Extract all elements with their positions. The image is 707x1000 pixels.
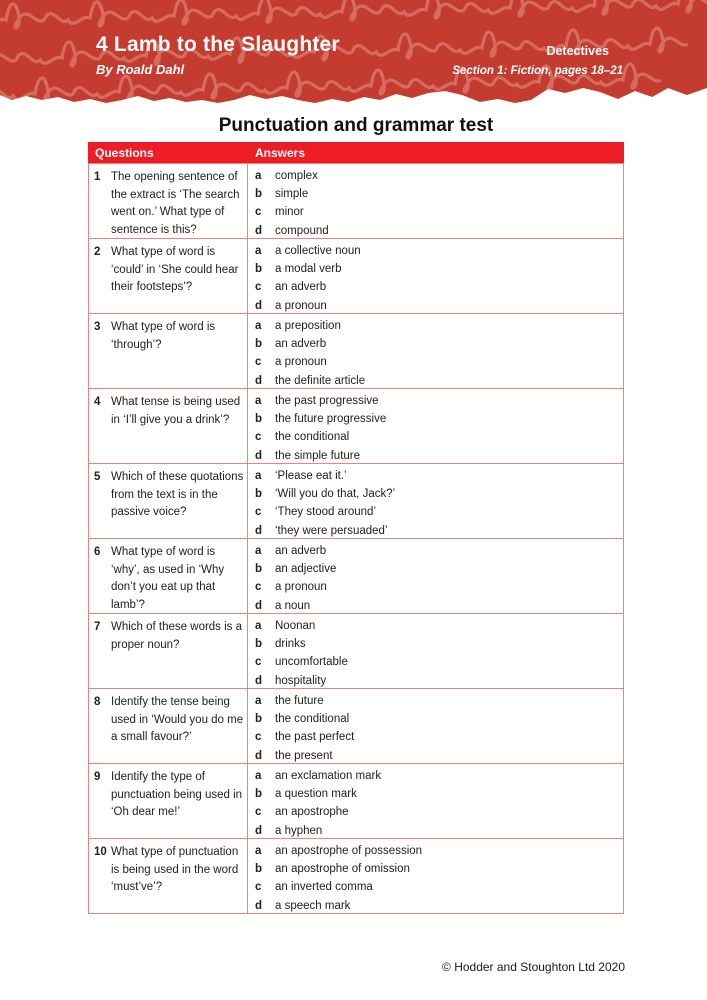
answer-item <box>255 897 623 913</box>
answer-item <box>255 692 623 710</box>
quiz-table <box>88 142 624 914</box>
answer-letter: a <box>255 695 262 707</box>
answer-text: Noonan <box>275 620 316 632</box>
header-banner <box>0 0 707 110</box>
answer-letter: d <box>255 299 263 312</box>
answers-cell <box>248 464 623 538</box>
table-row <box>89 838 623 913</box>
question-text: What type of word is ‘through’? <box>111 321 216 351</box>
question-number: 9 <box>94 771 101 783</box>
answer-letter: a <box>255 395 262 407</box>
answer-item <box>255 317 623 335</box>
answer-letter: c <box>255 356 262 369</box>
answer-item <box>255 728 623 746</box>
answer-text: the conditional <box>275 431 350 444</box>
question-number: 10 <box>94 846 107 858</box>
answer-text: an adverb <box>275 545 327 557</box>
answer-letter: c <box>255 206 262 219</box>
question-cell <box>89 539 248 613</box>
question-text: What tense is being used in ‘I’ll give you a drink’? <box>111 396 241 426</box>
answer-item <box>255 672 623 688</box>
table-row <box>89 163 623 238</box>
answer-item <box>255 335 623 353</box>
answer-item <box>255 372 623 388</box>
answers-cell <box>248 539 623 613</box>
question-number: 3 <box>94 321 101 333</box>
answers-cell <box>248 764 623 838</box>
question-number: 5 <box>94 471 101 483</box>
answer-letter: c <box>255 731 262 744</box>
answer-item <box>255 842 623 860</box>
question-cell <box>89 314 248 388</box>
answer-item <box>255 485 623 503</box>
answer-item <box>255 560 623 578</box>
answer-text: complex <box>275 170 318 182</box>
answer-item <box>255 767 623 785</box>
answer-item <box>255 785 623 803</box>
answer-item <box>255 635 623 653</box>
answer-letter: d <box>255 824 263 837</box>
answer-item <box>255 710 623 728</box>
column-header-answers: Answers <box>255 145 306 160</box>
question-text: The opening sentence of the extract is ‘The search went on.’ What type of sentence is this? <box>111 171 240 236</box>
answer-item <box>255 747 623 763</box>
answer-text: ‘Will you do that, Jack?’ <box>275 488 396 501</box>
answers-cell <box>248 614 623 688</box>
answer-text: the future <box>275 695 324 707</box>
answer-text: a modal verb <box>275 263 342 276</box>
answer-item <box>255 428 623 446</box>
answers-cell <box>248 164 623 238</box>
answer-letter: b <box>255 638 263 651</box>
answer-text: an apostrophe <box>275 806 349 819</box>
answer-item <box>255 860 623 878</box>
answer-letter: d <box>255 674 263 687</box>
answer-text: the conditional <box>275 713 350 726</box>
answer-item <box>255 297 623 313</box>
answer-text: the simple future <box>275 449 361 462</box>
question-text: What type of word is ‘why’, as used in ‘Why don’t you eat up that lamb’? <box>111 546 225 611</box>
answer-item <box>255 167 623 185</box>
answer-text: the definite article <box>275 374 366 387</box>
answer-item <box>255 503 623 521</box>
table-row <box>89 313 623 388</box>
question-cell <box>89 689 248 763</box>
answer-letter: b <box>255 863 263 876</box>
footer-copyright: © Hodder and Stoughton Ltd 2020 <box>442 960 625 974</box>
question-text: Identify the type of punctuation being used in ‘Oh dear me!’ <box>111 771 243 818</box>
question-text: Which of these words is a proper noun? <box>111 621 243 651</box>
column-header-questions: Questions <box>95 145 154 160</box>
answer-letter: c <box>255 506 262 519</box>
answer-letter: c <box>255 431 262 444</box>
answer-text: a pronoun <box>275 299 327 312</box>
answer-text: a speech mark <box>275 899 351 912</box>
question-number: 1 <box>94 171 101 183</box>
answer-item <box>255 260 623 278</box>
banner-section: Section 1: Fiction, pages 18–21 <box>452 65 623 77</box>
answer-item <box>255 222 623 238</box>
question-cell <box>89 839 248 913</box>
answer-letter: a <box>255 620 262 632</box>
answer-text: an adjective <box>275 563 337 576</box>
answer-text: minor <box>275 206 304 219</box>
question-text: Identify the tense being used in ‘Would you do me a small favour?’ <box>111 696 244 743</box>
answer-letter: a <box>255 170 262 182</box>
answer-text: compound <box>275 224 329 237</box>
question-cell <box>89 464 248 538</box>
answer-item <box>255 617 623 635</box>
answer-item <box>255 392 623 410</box>
answer-text: hospitality <box>275 674 327 687</box>
question-number: 8 <box>94 696 101 708</box>
answer-item <box>255 203 623 221</box>
answer-item <box>255 242 623 260</box>
answer-text: a pronoun <box>275 356 327 369</box>
answers-cell <box>248 839 623 913</box>
answer-letter: c <box>255 806 262 819</box>
answer-letter: c <box>255 656 262 669</box>
table-row <box>89 238 623 313</box>
answer-letter: d <box>255 449 263 462</box>
answer-item <box>255 653 623 671</box>
question-cell <box>89 764 248 838</box>
table-row <box>89 388 623 463</box>
answer-text: ‘Please eat it.’ <box>275 470 347 482</box>
page-heading: Punctuation and grammar test <box>218 115 494 136</box>
answer-letter: a <box>255 845 262 857</box>
answer-item <box>255 878 623 896</box>
answer-letter: d <box>255 374 263 387</box>
question-cell <box>89 389 248 463</box>
answer-text: ‘they were persuaded’ <box>275 524 388 537</box>
question-number: 7 <box>94 621 101 633</box>
answer-item <box>255 522 623 538</box>
question-number: 4 <box>94 396 101 408</box>
answer-text: an apostrophe of omission <box>275 863 410 876</box>
answer-letter: d <box>255 224 263 237</box>
answer-letter: d <box>255 599 263 612</box>
answer-item <box>255 185 623 203</box>
question-number: 2 <box>94 246 101 258</box>
question-text: What type of punctuation is being used in the word ‘must’ve’? <box>111 846 239 893</box>
answer-item <box>255 542 623 560</box>
answer-item <box>255 597 623 613</box>
answer-letter: b <box>255 188 263 201</box>
answer-text: an apostrophe of possession <box>275 845 423 857</box>
answer-text: a hyphen <box>275 824 323 837</box>
table-row <box>89 688 623 763</box>
banner-title: 4 Lamb to the Slaughter <box>96 33 340 56</box>
answer-text: an exclamation mark <box>275 770 382 782</box>
answer-letter: b <box>255 338 263 351</box>
answer-text: a preposition <box>275 320 341 332</box>
table-row <box>89 538 623 613</box>
question-number: 6 <box>94 546 101 558</box>
question-text: What type of word is ‘could’ in ‘She could hear their footsteps’? <box>111 246 239 293</box>
table-row <box>89 613 623 688</box>
answer-text: the present <box>275 749 333 762</box>
answer-text: a noun <box>275 599 311 612</box>
answer-letter: b <box>255 563 263 576</box>
answer-text: the past progressive <box>275 395 379 407</box>
answer-text: the future progressive <box>275 413 387 426</box>
answer-text: the past perfect <box>275 731 355 744</box>
answer-text: a question mark <box>275 788 357 801</box>
answer-letter: d <box>255 749 263 762</box>
table-header <box>88 142 624 163</box>
answer-text: ‘They stood around’ <box>275 506 377 519</box>
answers-cell <box>248 689 623 763</box>
answer-item <box>255 467 623 485</box>
answer-item <box>255 822 623 838</box>
answer-letter: a <box>255 245 262 257</box>
answer-letter: d <box>255 524 263 537</box>
table-row <box>89 763 623 838</box>
answer-text: drinks <box>275 638 306 651</box>
table-row <box>89 463 623 538</box>
question-cell <box>89 614 248 688</box>
answer-text: an inverted comma <box>275 881 373 894</box>
answer-letter: a <box>255 470 262 482</box>
answer-text: an adverb <box>275 338 327 351</box>
answer-text: a pronoun <box>275 581 327 594</box>
answer-letter: a <box>255 320 262 332</box>
table-body <box>88 163 624 914</box>
answer-letter: b <box>255 488 263 501</box>
answer-letter: b <box>255 788 263 801</box>
answer-item <box>255 353 623 371</box>
banner-subtitle: By Roald Dahl <box>96 62 185 77</box>
answer-letter: c <box>255 881 262 894</box>
question-text: Which of these quotations from the text is in the passive voice? <box>111 471 244 518</box>
answer-item <box>255 278 623 296</box>
answers-cell <box>248 314 623 388</box>
answer-text: an adverb <box>275 281 327 294</box>
banner-series: Detectives <box>546 44 609 58</box>
answer-letter: b <box>255 713 263 726</box>
answer-letter: b <box>255 413 263 426</box>
answer-letter: b <box>255 263 263 276</box>
answer-text: a collective noun <box>275 245 361 257</box>
answer-item <box>255 447 623 463</box>
answer-item <box>255 803 623 821</box>
answer-letter: a <box>255 770 262 782</box>
question-cell <box>89 239 248 313</box>
answer-letter: c <box>255 581 262 594</box>
answer-item <box>255 410 623 428</box>
answers-cell <box>248 239 623 313</box>
answer-letter: c <box>255 281 262 294</box>
answer-letter: d <box>255 899 263 912</box>
answer-text: simple <box>275 188 309 201</box>
answers-cell <box>248 389 623 463</box>
answer-text: uncomfortable <box>275 656 348 669</box>
answer-item <box>255 578 623 596</box>
question-cell <box>89 164 248 238</box>
answer-letter: a <box>255 545 262 557</box>
